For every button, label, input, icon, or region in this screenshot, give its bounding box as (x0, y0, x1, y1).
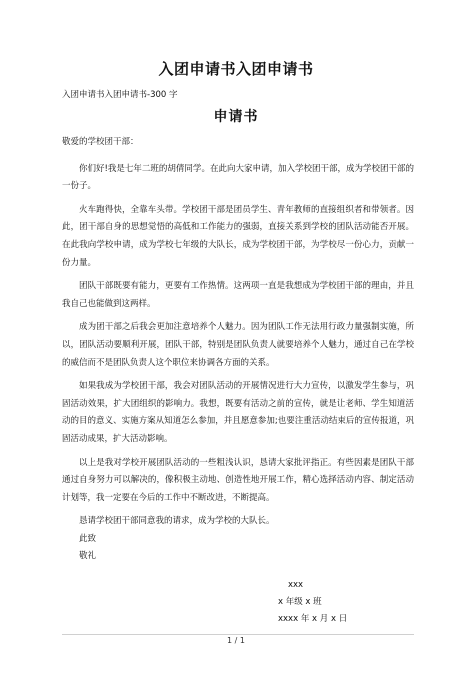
document-body (62, 134, 414, 566)
section-heading: 申请书 (213, 109, 259, 125)
paragraph: 以上是我对学校开展团队活动的一些粗浅认识，恳请大家批评指正。有些因素是团队干部通过自身努力可以解决的，像积极主动地、创造性地开展工作，精心选择活动内容、制定活动计划等，我一定要在今后的工作中不断改进，不断提高。 (62, 457, 414, 503)
paragraph: 你们好!我是七年二班的胡倩同学。在此向大家申请，加入学校团干部，成为学校团干部的一份子。 (62, 163, 414, 192)
signature-date: xxxx 年 x 月 x 日 (278, 614, 348, 624)
signature-class: x 年级 x 班 (278, 597, 322, 607)
closing-block (62, 513, 414, 566)
closing-request: 恳请学校团干部同意我的请求，成为学校的大队长。 (79, 516, 275, 527)
page-number: 1 / 1 (227, 636, 245, 645)
paragraph: 成为团干部之后我会更加注意培养个人魅力。因为团队工作无法用行政力量强制实施，所以，团队活动要顺利开展，团队干部，特别是团队负责人就要培养个人魅力，通过自己在学校的威信而不是团队负责人这个职位来协调各方面的关系。 (62, 322, 414, 368)
paragraph: 火车跑得快，全靠车头带。学校团干部是团员学生、青年教师的直接组织者和带领者。因此，团干部自身的思想觉悟的高低和工作能力的强弱，直接关系到学校的团队活动能否开展。在此我向学校申请，成为学校七年级的大队长，成为学校团干部，为学校尽一份心力，贡献一份力量。 (62, 204, 414, 268)
signature-name: xxx (288, 580, 304, 590)
salutation: 敬爱的学校团干部： (62, 137, 139, 147)
paragraph: 团队干部既要有能力，更要有工作热情。这两项一直是我想成为学校团干部的理由，并且我自己也能做到这两样。 (62, 281, 414, 309)
footer-divider (62, 634, 414, 635)
signature-block (278, 577, 347, 628)
paragraph: 如果我成为学校团干部，我会对团队活动的开展情况进行大力宣传，以激发学生参与，巩固活动效果，扩大团组织的影响力。我想，既要有活动之前的宣传，就是让老师、学生知道活动的目的意义、实施方案从知道怎么参加，并且愿意参加;也要注重活动结束后的宣传报道，巩固活动成果，扩大活动影响。 (62, 381, 414, 444)
document-title: 入团申请书入团申请书 (158, 60, 314, 78)
closing-cizhi: 此致 (79, 533, 97, 544)
closing-jingli: 敬礼 (79, 551, 97, 562)
document-subtitle: 入团申请书入团申请书-300 字 (62, 90, 178, 100)
